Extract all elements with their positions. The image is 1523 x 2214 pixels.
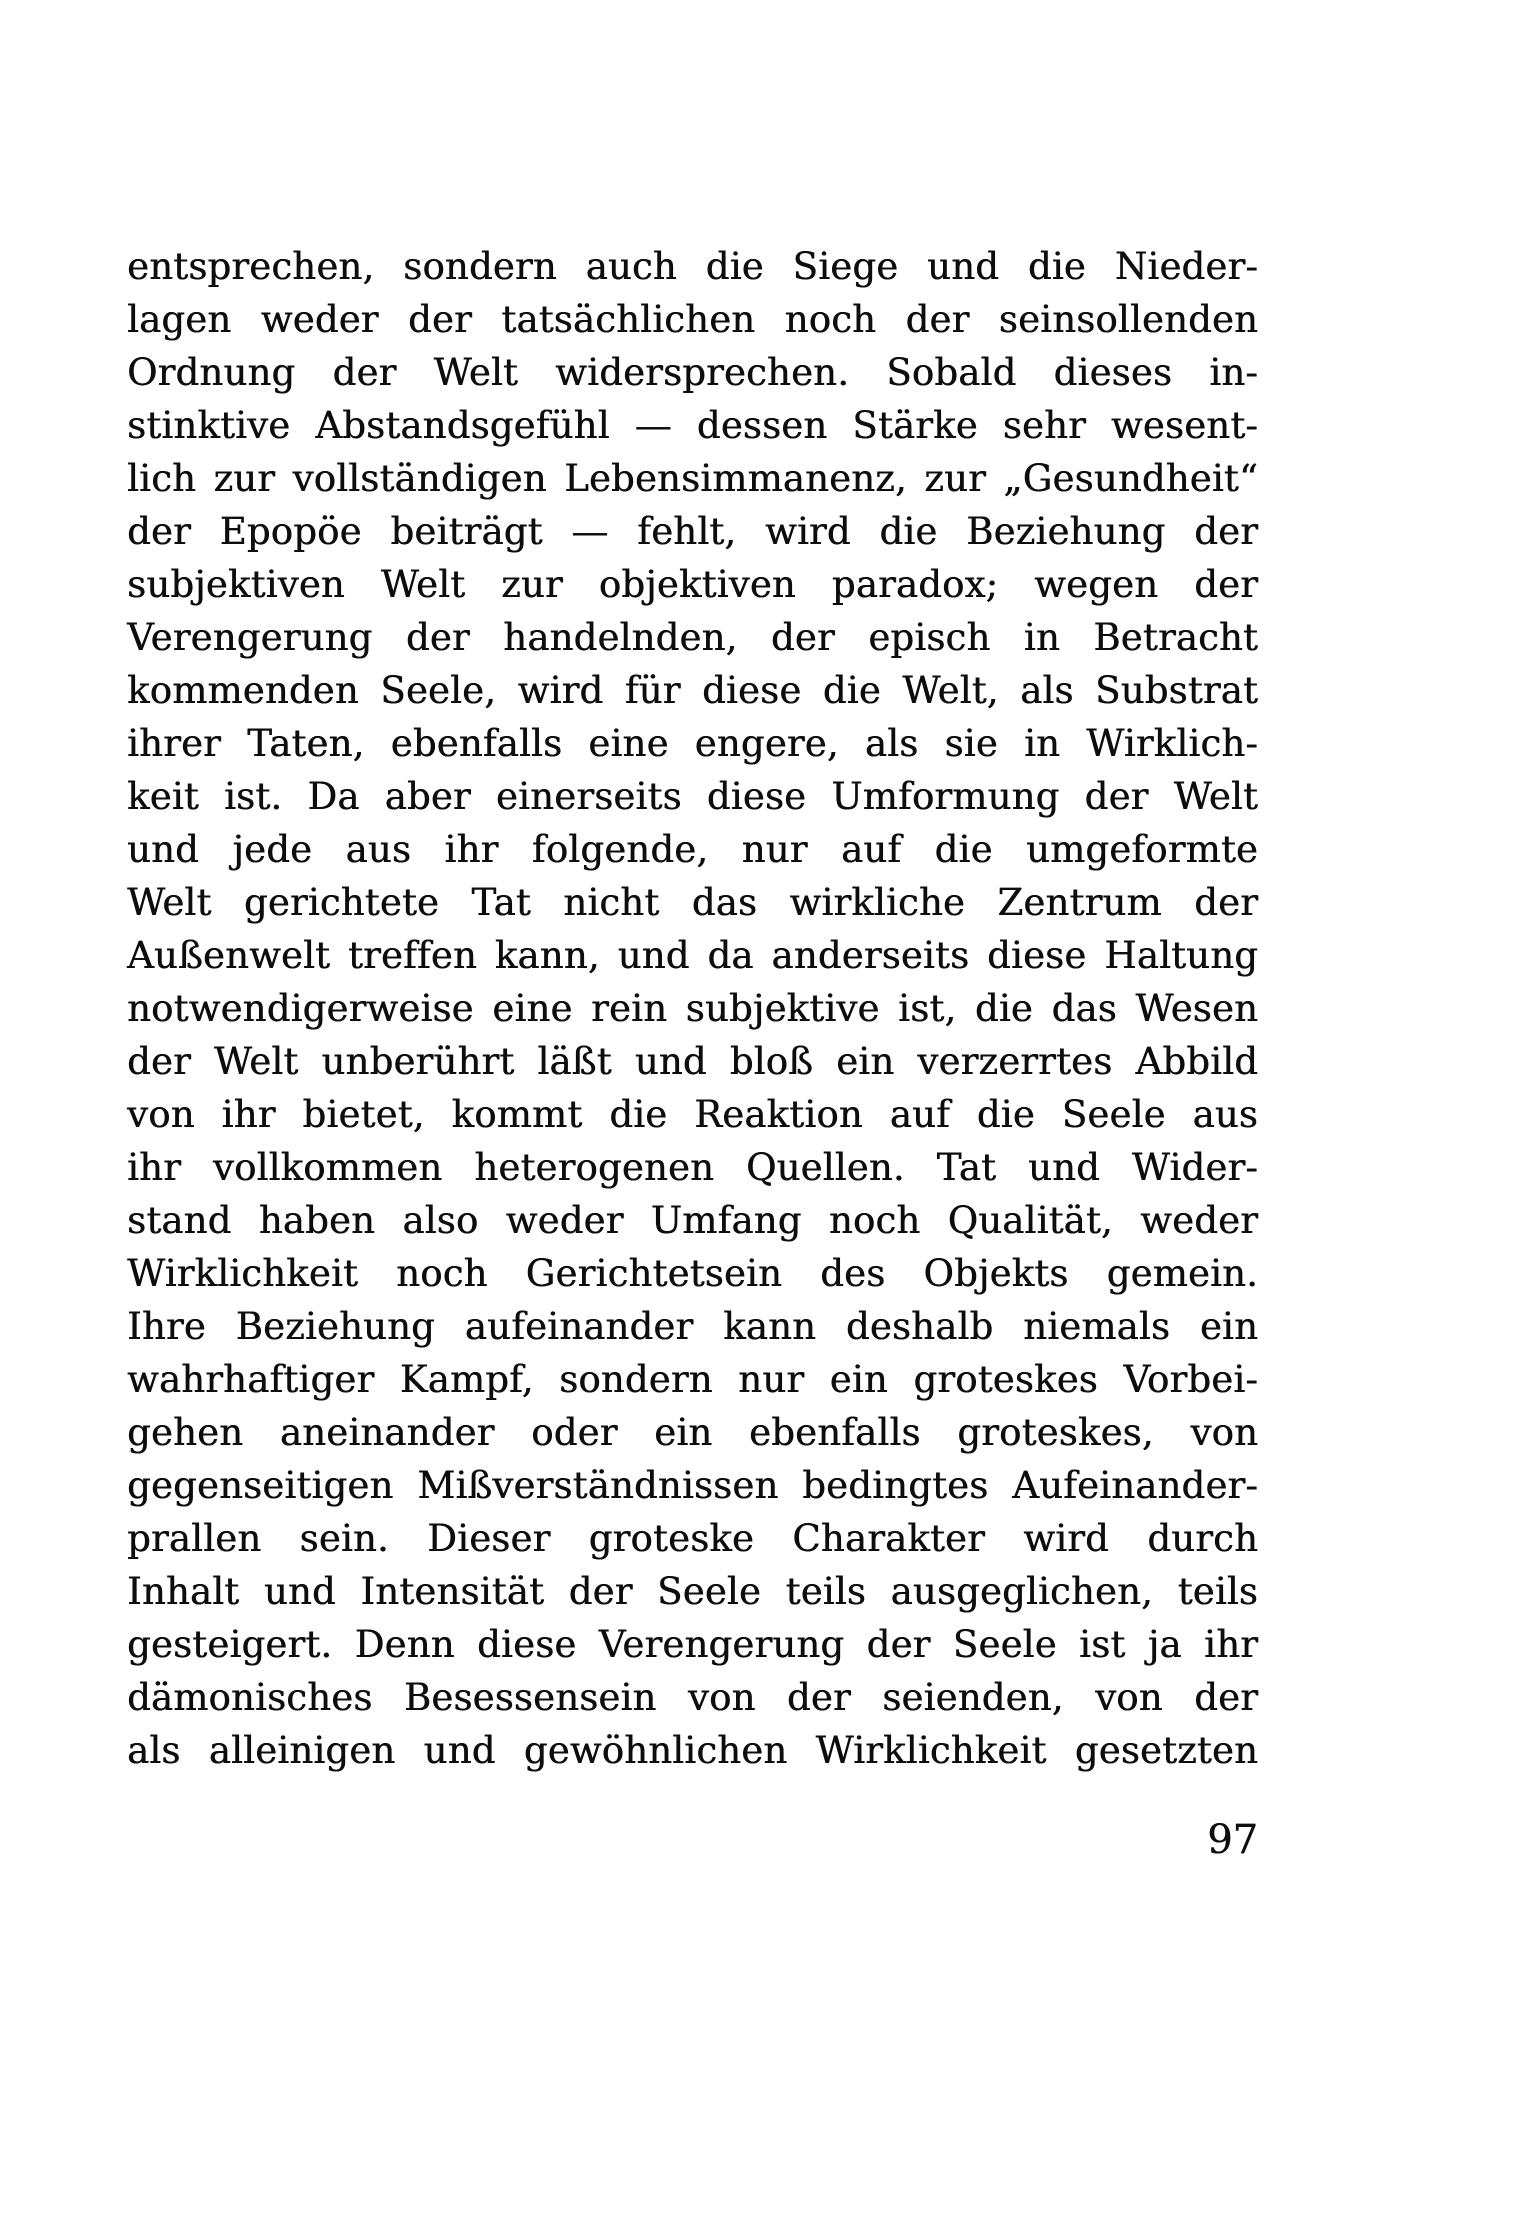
text-line: Welt gerichtete Tat nicht das wirkliche Zentrum der: [127, 881, 1258, 924]
text-line: Außenwelt treffen kann, und da anderseits diese Haltung: [127, 934, 1258, 977]
text-line: ihrer Taten, ebenfalls eine engere, als sie in Wirklich-: [127, 722, 1258, 765]
body-text: [127, 240, 1258, 1777]
text-line: ihr vollkommen heterogenen Quellen. Tat und Wider-: [127, 1146, 1258, 1189]
text-line: subjektiven Welt zur objektiven paradox; wegen der: [127, 563, 1258, 606]
text-line: dämonisches Besessensein von der seienden, von der: [127, 1676, 1258, 1719]
text-line: Verengerung der handelnden, der episch in Betracht: [127, 616, 1258, 659]
text-line: von ihr bietet, kommt die Reaktion auf die Seele aus: [127, 1093, 1258, 1136]
text-line: gesteigert. Denn diese Verengerung der Seele ist ja ihr: [127, 1623, 1258, 1666]
text-line: prallen sein. Dieser groteske Charakter wird durch: [127, 1517, 1258, 1560]
page-number: 97: [1207, 1817, 1258, 1863]
text-line: gehen aneinander oder ein ebenfalls groteskes, von: [127, 1411, 1258, 1454]
text-line: stand haben also weder Umfang noch Qualität, weder: [127, 1199, 1258, 1242]
text-line: stinktive Abstandsgefühl — dessen Stärke sehr wesent-: [127, 404, 1258, 447]
text-line: notwendigerweise eine rein subjektive ist, die das Wesen: [127, 987, 1258, 1030]
text-line: lich zur vollständigen Lebensimmanenz, zur „Gesundheit“: [127, 457, 1258, 500]
text-line: Inhalt und Intensität der Seele teils ausgeglichen, teils: [127, 1570, 1258, 1613]
text-line: entsprechen, sondern auch die Siege und die Nieder-: [127, 245, 1258, 288]
text-line: Wirklichkeit noch Gerichtetsein des Objekts gemein.: [127, 1252, 1258, 1295]
text-line: lagen weder der tatsächlichen noch der seinsollenden: [127, 298, 1258, 341]
text-line: gegenseitigen Mißverständnissen bedingtes Aufeinander-: [127, 1464, 1258, 1507]
text-line: wahrhaftiger Kampf, sondern nur ein groteskes Vorbei-: [127, 1358, 1258, 1401]
text-line: der Epopöe beiträgt — fehlt, wird die Beziehung der: [127, 510, 1258, 553]
text-line: der Welt unberührt läßt und bloß ein verzerrtes Abbild: [127, 1040, 1258, 1083]
text-line: als alleinigen und gewöhnlichen Wirklichkeit gesetzten: [127, 1729, 1258, 1772]
text-line: Ihre Beziehung aufeinander kann deshalb niemals ein: [127, 1305, 1258, 1348]
text-line: keit ist. Da aber einerseits diese Umformung der Welt: [127, 775, 1258, 818]
text-line: Ordnung der Welt widersprechen. Sobald dieses in-: [127, 351, 1258, 394]
text-line: kommenden Seele, wird für diese die Welt, als Substrat: [127, 669, 1258, 712]
text-line: und jede aus ihr folgende, nur auf die umgeformte: [127, 828, 1258, 871]
